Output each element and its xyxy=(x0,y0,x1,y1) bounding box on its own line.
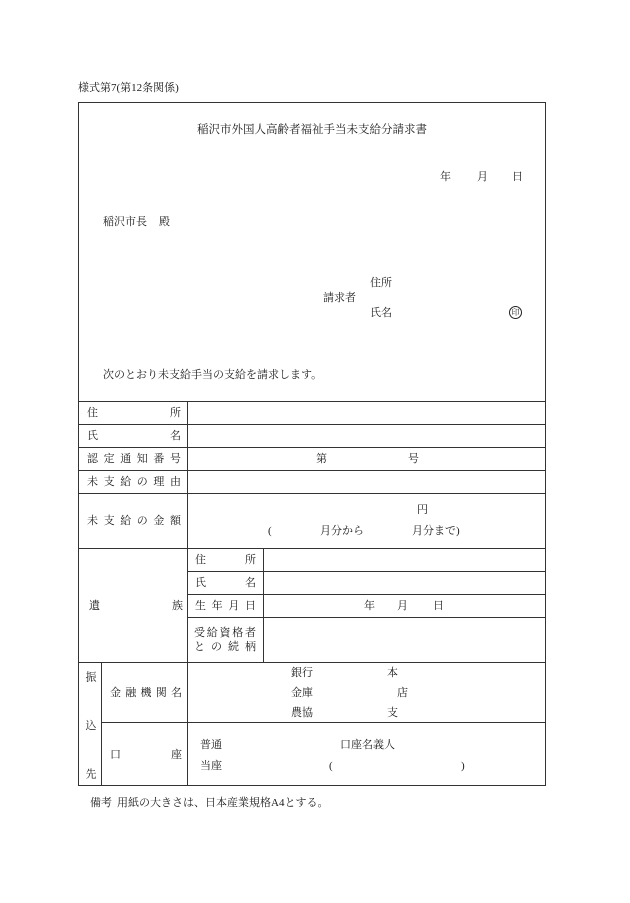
note-text: 用紙の大きさは、日本産業規格A4とする。 xyxy=(117,797,329,809)
institution-label-cell xyxy=(101,662,187,722)
survivor-label-cell xyxy=(78,548,187,662)
applicant-name-label: 氏名 xyxy=(370,307,392,319)
address-field xyxy=(187,401,546,424)
survivor-relation-label-cell xyxy=(187,617,263,662)
applicant-label: 請求者 xyxy=(323,292,356,304)
survivor-relation-label xyxy=(194,626,256,654)
account-label: 口座 xyxy=(110,748,182,761)
transfer-label: 振込先 xyxy=(84,670,96,779)
form-number: 様式第7(第12条関係) xyxy=(78,82,179,94)
account-type-current: 当座 xyxy=(200,760,222,772)
institution-type-bank: 銀行 xyxy=(291,667,313,679)
birth-month-label: 月 xyxy=(397,600,408,612)
addressee-name: 稲沢市長 xyxy=(103,216,147,228)
reason-field xyxy=(187,470,546,493)
institution-label: 金融機関名 xyxy=(110,686,182,699)
survivor-birth-label: 生年月日 xyxy=(195,600,256,612)
name-field xyxy=(187,424,546,447)
birth-year-label: 年 xyxy=(364,600,375,612)
institution-field xyxy=(187,662,546,722)
reason-label: 未支給の理由 xyxy=(87,476,181,488)
survivor-birth-field xyxy=(263,594,546,617)
institution-branch-sub: 支 xyxy=(387,707,398,719)
amount-field xyxy=(187,493,546,548)
request-statement: 次のとおり未支給手当の支給を請求します。 xyxy=(103,369,323,381)
account-holder-close-paren: ) xyxy=(461,760,465,772)
address-label-cell xyxy=(78,401,187,424)
institution-type-agri: 農協 xyxy=(291,707,313,719)
survivor-address-field xyxy=(263,548,546,571)
account-field xyxy=(187,722,546,786)
amount-label: 未支給の金額 xyxy=(87,515,181,527)
account-holder-open-paren: ( xyxy=(329,760,333,772)
name-label-cell xyxy=(78,424,187,447)
survivor-relation-line2: との続柄 xyxy=(194,641,256,653)
survivor-name-label: 氏名 xyxy=(195,577,256,589)
date-month-label: 月 xyxy=(477,171,488,183)
survivor-address-label-cell xyxy=(187,548,263,571)
amount-label-cell xyxy=(78,493,187,548)
notice-number-field xyxy=(187,447,546,470)
amount-yen-label: 円 xyxy=(417,504,428,516)
notice-number-prefix: 第 xyxy=(316,453,327,465)
transfer-label-cell xyxy=(78,662,101,786)
notice-number-label-cell xyxy=(78,447,187,470)
survivor-name-label-cell xyxy=(187,571,263,594)
survivor-relation-line1: 受給資格者 xyxy=(194,627,256,639)
addressee-honorific: 殿 xyxy=(159,216,170,228)
amount-open-paren: ( xyxy=(268,525,272,537)
institution-branch-main: 本 xyxy=(387,667,398,679)
address-label: 住所 xyxy=(87,407,181,419)
form-title: 稲沢市外国人高齢者福祉手当未支給分請求書 xyxy=(197,124,427,136)
survivor-birth-label-cell xyxy=(187,594,263,617)
survivor-name-field xyxy=(263,571,546,594)
seal-mark-icon: 印 xyxy=(509,306,522,319)
survivor-label: 遺族 xyxy=(89,599,183,612)
amount-to-label: 月分まで) xyxy=(412,525,460,537)
survivor-relation-field xyxy=(263,617,546,662)
account-label-cell xyxy=(101,722,187,786)
reason-label-cell xyxy=(78,470,187,493)
survivor-address-label: 住所 xyxy=(195,554,256,566)
notice-number-label: 認定通知番号 xyxy=(87,453,181,465)
account-holder-label: 口座名義人 xyxy=(340,739,395,751)
date-year-label: 年 xyxy=(440,171,451,183)
date-day-label: 日 xyxy=(512,171,523,183)
note-label: 備考 xyxy=(90,797,112,809)
applicant-address-label: 住所 xyxy=(370,277,392,289)
account-type-ordinary: 普通 xyxy=(200,739,222,751)
amount-from-label: 月分から xyxy=(320,525,364,537)
birth-day-label: 日 xyxy=(433,600,444,612)
institution-branch-store: 店 xyxy=(397,687,408,699)
notice-number-suffix: 号 xyxy=(408,453,419,465)
institution-type-credit: 金庫 xyxy=(291,687,313,699)
name-label: 氏名 xyxy=(87,430,181,442)
